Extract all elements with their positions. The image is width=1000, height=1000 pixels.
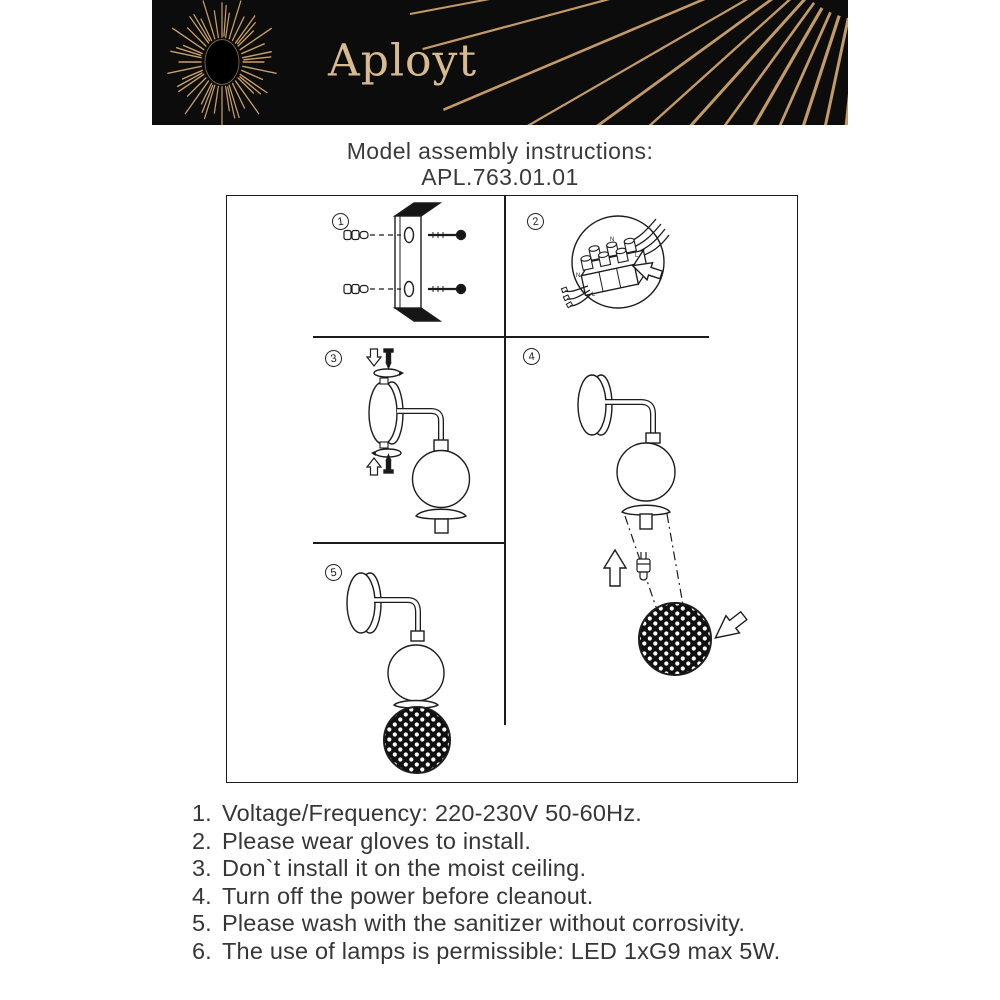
instruction-number: 5. <box>192 910 212 937</box>
instruction-text: Please wear gloves to install. <box>222 827 532 854</box>
step-5-number: 5 <box>324 563 343 582</box>
corner-rays-icon <box>152 0 848 125</box>
wire-label-n-top: N <box>610 237 615 243</box>
instruction-item <box>192 855 952 883</box>
instruction-text: Turn off the power before cleanout. <box>222 882 594 909</box>
instruction-item <box>192 883 952 911</box>
model-number: APL.763.01.01 <box>421 164 579 190</box>
instruction-number: 1. <box>192 800 212 826</box>
step-1-number: 1 <box>331 212 350 231</box>
instruction-item <box>192 800 952 828</box>
instructions-list <box>192 800 952 966</box>
bulb-and-shade-install-drawing <box>504 336 799 784</box>
step-2-panel <box>504 196 799 336</box>
wiring-terminal-drawing <box>504 196 799 336</box>
step-2-number: 2 <box>526 212 545 231</box>
instruction-item <box>192 938 952 966</box>
assembly-diagram-box <box>226 195 798 783</box>
instruction-number: 3. <box>192 855 212 882</box>
instruction-text: Don`t install it on the moist ceiling. <box>222 855 587 882</box>
step-1-panel <box>227 196 504 336</box>
step-3-number: 3 <box>324 349 343 368</box>
instruction-text: The use of lamps is permissible: LED 1xG9 max 5W. <box>222 937 781 964</box>
canopy-fixing-drawing <box>227 336 504 542</box>
brand-name: Aployt <box>328 34 478 86</box>
instruction-text: Voltage/Frequency: 220-230V 50-60Hz. <box>222 800 643 826</box>
mounting-bracket-drawing <box>227 196 504 336</box>
wire-label-l-bottom: L <box>592 292 596 298</box>
instruction-item <box>192 910 952 938</box>
step-3-panel <box>227 336 504 542</box>
step-4-number: 4 <box>522 347 541 366</box>
page-title: Model assembly instructions: <box>346 138 654 164</box>
wire-label-l-top: L <box>635 253 639 259</box>
instruction-item <box>192 828 952 856</box>
instruction-number: 6. <box>192 937 212 964</box>
instruction-text: Please wash with the sanitizer without corrosivity. <box>222 910 746 937</box>
step-5-panel <box>227 542 504 784</box>
instruction-number: 2. <box>192 827 212 854</box>
instruction-number: 4. <box>192 882 212 909</box>
brand-banner <box>152 0 848 125</box>
assembled-lamp-drawing <box>227 542 504 784</box>
step-4-panel <box>504 336 799 784</box>
wire-label-n-bottom: N <box>576 273 581 279</box>
